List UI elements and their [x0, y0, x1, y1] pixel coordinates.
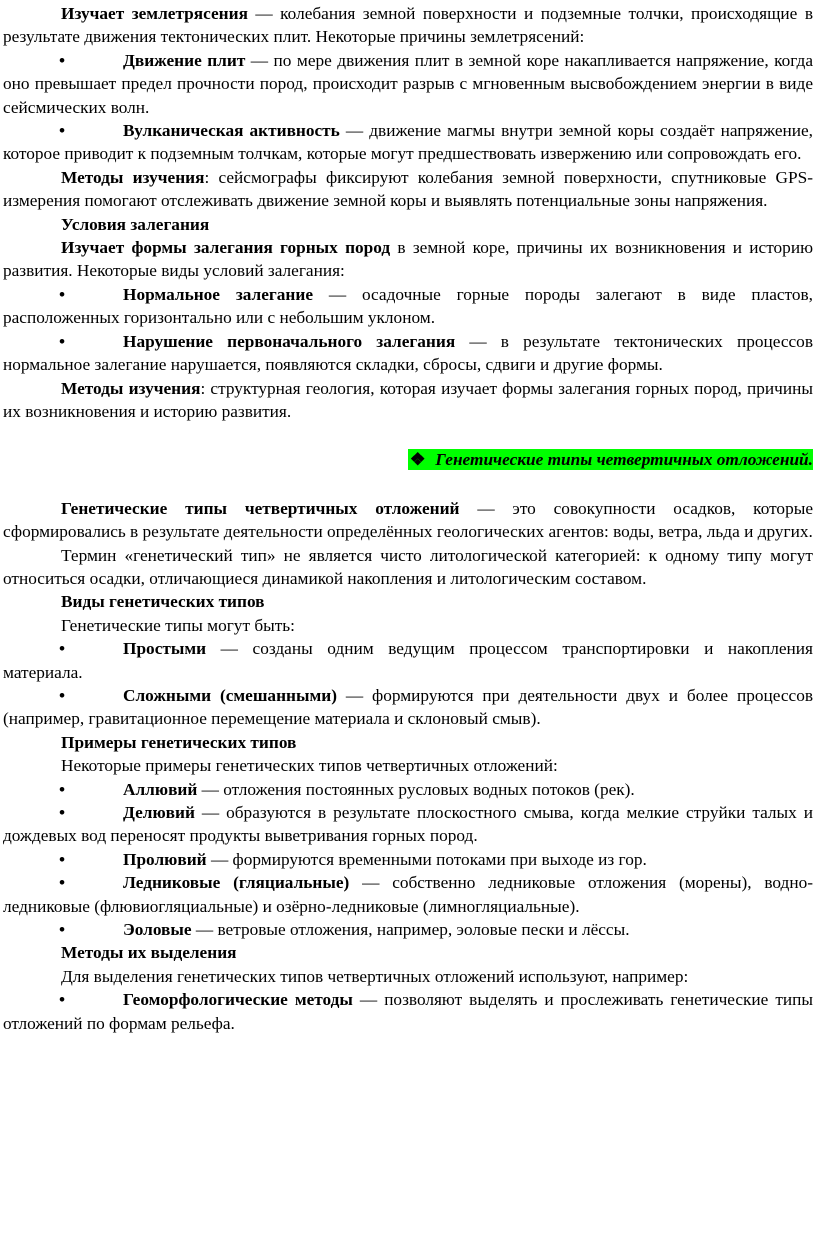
- section-title: [3, 448, 813, 471]
- heading-text: Методы их выделения: [61, 943, 237, 963]
- list-item: [3, 778, 813, 801]
- paragraph-earthquakes: [3, 2, 813, 49]
- list-item-term: Ледниковые (гляциальные): [123, 873, 350, 893]
- bullet-icon: •: [59, 920, 66, 940]
- bullet-icon: •: [59, 50, 66, 70]
- paragraph-text: : сейсмографы фиксируют колебания земной поверхности, спутниковые GPS-измерения помогают отслеживать движение земной коры и выявлять потенциальные зоны напряжения.: [3, 167, 813, 211]
- list-item: [3, 871, 813, 918]
- list-item-text: — позволяют выделять и прослеживать генетические типы отложений по формам рельефа.: [3, 990, 813, 1033]
- list-item: [3, 988, 813, 1035]
- paragraph-kinds-intro: Генетические типы могут быть:: [61, 615, 295, 635]
- heading-text: Условия залегания: [61, 214, 210, 234]
- list-item-text: — формируются временными потоками при выходе из гор.: [206, 849, 647, 869]
- paragraph-methods-earthquakes: [3, 166, 813, 213]
- paragraph-methods-intro: Для выделения генетических типов четвертичных отложений используют, например:: [61, 966, 689, 986]
- list-item-term: Вулканическая активность: [123, 121, 340, 141]
- spacer: [3, 423, 813, 448]
- list-item: [3, 637, 813, 684]
- bullet-icon: •: [59, 121, 66, 141]
- term-methods: Методы изучения: [61, 167, 205, 187]
- list-item: [3, 918, 813, 941]
- bullet-icon: •: [59, 639, 66, 659]
- list-item-term: Нормальное залегание: [123, 284, 313, 304]
- list-item-term: Делювий: [123, 803, 195, 822]
- spacer: [3, 472, 813, 497]
- list-item-term: Сложными (смешанными): [123, 685, 337, 705]
- paragraph-text: в земной коре, причины их возникновения и историю развития. Некоторые виды условий залегания:: [3, 238, 813, 281]
- list-item-term: Аллювий: [123, 779, 198, 799]
- list-item-text: — движение магмы внутри земной коры создаёт напряжение, которое приводит к подземным толчкам, которые могут предшествовать извержению или сопровождать его.: [3, 121, 813, 164]
- paragraph-term: Термин «генетический тип» не является чисто литологической категорией: к одному типу могут относиться осадки, отличающиеся динамикой накопления и литологическим составом.: [3, 545, 813, 588]
- list-item-text: — по мере движения плит в земной коре накапливается напряжение, когда оно превышает предел прочности пород, происходит разрыв с мгновенным высвобождением энергии в виде сейсмических волн.: [3, 50, 813, 117]
- heading-examples: [3, 731, 813, 754]
- list-item-text: — формируются при деятельности двух и более процессов (например, гравитационное перемещение материала и склоновый смыв).: [3, 685, 813, 729]
- section-title-text: Генетические типы четвертичных отложений.: [435, 450, 813, 470]
- diamond-star-icon: ❖: [409, 450, 426, 470]
- bullet-icon: •: [59, 685, 66, 705]
- heading-methods: [3, 941, 813, 964]
- list-item-text: — образуются в результате плоскостного смыва, когда мелкие струйки талых и дождевых вод переносят продукты выветривания горных пород.: [3, 803, 813, 846]
- list-item-text: — в результате тектонических процессов нормальное залегание нарушается, появляются складки, сбросы, сдвиги и другие формы.: [3, 331, 813, 375]
- term-earthquakes: Изучает землетрясения: [61, 4, 248, 23]
- paragraph-conditions: [3, 236, 813, 283]
- list-item: [3, 49, 813, 119]
- paragraph-methods-conditions: [3, 377, 813, 424]
- bullet-icon: •: [59, 873, 66, 893]
- list-item: [3, 684, 813, 731]
- list-item: [3, 283, 813, 330]
- list-item-term: Эоловые: [123, 920, 192, 940]
- bullet-icon: •: [59, 803, 66, 822]
- heading-conditions: [3, 213, 813, 236]
- list-item-term: Простыми: [123, 639, 207, 659]
- heading-text: Виды генетических типов: [61, 592, 265, 612]
- list-item-term: Пролювий: [123, 849, 207, 869]
- list-item-text: — ветровые отложения, например, эоловые пески и лёссы.: [191, 920, 630, 940]
- paragraph-genetic-types: [3, 497, 813, 544]
- bullet-icon: •: [59, 779, 66, 799]
- list-item-term: Нарушение первоначального залегания: [123, 331, 456, 351]
- list-item-text: — созданы одним ведущим процессом транспортировки и накопления материала.: [3, 639, 813, 682]
- list-item-text: — отложения постоянных русловых водных потоков (рек).: [197, 779, 635, 799]
- list-item: [3, 330, 813, 377]
- bullet-icon: •: [59, 990, 66, 1010]
- paragraph-text: — колебания земной поверхности и подземные толчки, происходящие в результате движения тектонических плит. Некоторые причины землетрясений:: [3, 4, 813, 47]
- heading-text: Примеры генетических типов: [61, 732, 297, 752]
- list-item: [3, 848, 813, 871]
- list-item-term: Движение плит: [123, 50, 246, 70]
- paragraph-examples-intro: Некоторые примеры генетических типов четвертичных отложений:: [61, 756, 558, 776]
- bullet-icon: •: [59, 331, 66, 351]
- section-title-highlight: [408, 449, 813, 470]
- bullet-icon: •: [59, 284, 66, 304]
- heading-kinds: [3, 590, 813, 613]
- paragraph-text: — это совокупности осадков, которые сформировались в результате деятельности определённых геологических агентов: воды, ветра, льда и других.: [3, 498, 813, 542]
- list-item: [3, 119, 813, 166]
- term-conditions: Изучает формы залегания горных пород: [61, 238, 391, 258]
- list-item-text: — осадочные горные породы залегают в виде пластов, расположенных горизонтально или с небольшим уклоном.: [3, 284, 813, 328]
- list-item-term: Геоморфологические методы: [123, 990, 353, 1010]
- paragraph-text: : структурная геология, которая изучает формы залегания горных пород, причины их возникновения и историю развития.: [3, 378, 813, 421]
- bullet-icon: •: [59, 849, 66, 869]
- list-item: [3, 801, 813, 848]
- term-genetic-types: Генетические типы четвертичных отложений: [61, 498, 460, 518]
- term-methods: Методы изучения: [61, 378, 201, 398]
- list-item-text: — собственно ледниковые отложения (морены), водно-ледниковые (флювиогляциальные) и озёрно-ледниковые (лимногляциальные).: [3, 873, 813, 916]
